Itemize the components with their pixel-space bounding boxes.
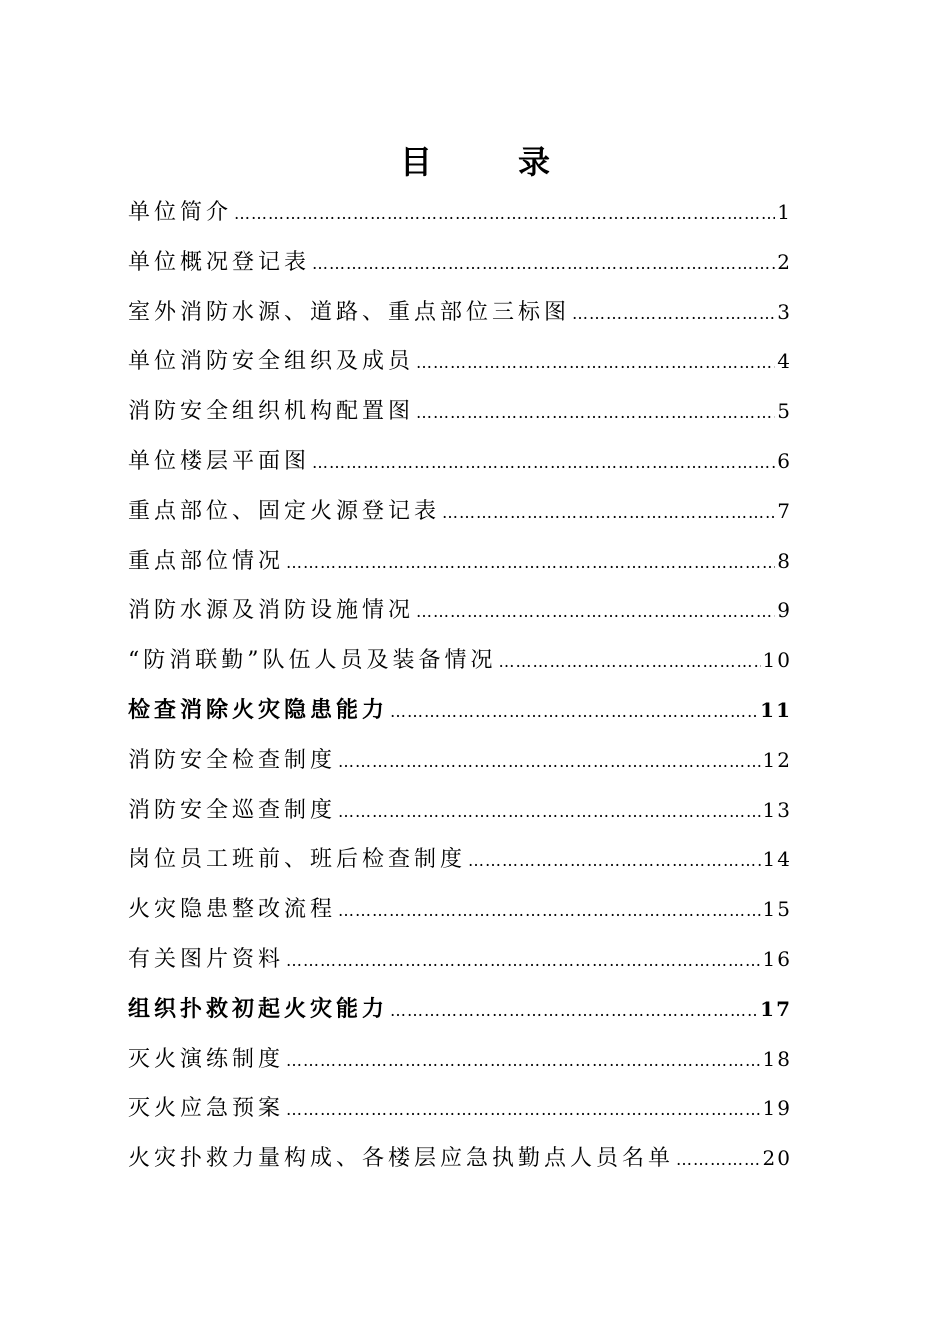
toc-entry[interactable] <box>128 586 792 636</box>
toc-entry[interactable] <box>128 238 792 288</box>
dot-leader <box>338 787 761 837</box>
toc-entry[interactable] <box>128 736 792 786</box>
toc-entry-page: 12 <box>762 747 792 772</box>
dot-leader <box>442 488 775 538</box>
toc-entry[interactable] <box>128 487 792 537</box>
toc-entry[interactable] <box>128 985 792 1035</box>
toc-entry-label: 室外消防水源、道路、重点部位三标图 <box>128 299 571 325</box>
dot-leader <box>416 388 775 438</box>
toc-entry-page: 2 <box>777 249 792 274</box>
toc-entry[interactable] <box>128 337 792 387</box>
toc-entry-label: 组织扑救初起火灾能力 <box>128 995 389 1022</box>
toc-entry-label: 消防安全巡查制度 <box>128 797 337 823</box>
dot-leader <box>286 1085 761 1135</box>
toc-entry-label: 单位楼层平面图 <box>128 448 311 474</box>
toc-entry-page: 16 <box>762 946 792 971</box>
toc-entry-page: 8 <box>777 548 792 573</box>
toc-entry-label: 消防安全检查制度 <box>128 747 337 773</box>
toc-entry-label: “防消联勤”队伍人员及装备情况 <box>128 648 497 674</box>
toc-entry-page: 15 <box>762 897 792 922</box>
toc-entry-label: 岗位员工班前、班后检查制度 <box>128 847 467 873</box>
toc-entry-label: 重点部位情况 <box>128 548 285 574</box>
dot-leader <box>572 289 775 339</box>
toc-entry[interactable] <box>128 1035 792 1085</box>
toc-entry[interactable] <box>128 835 792 885</box>
toc-entry-label: 火灾扑救力量构成、各楼层应急执勤点人员名单 <box>128 1146 675 1172</box>
toc-entry-label: 重点部位、固定火源登记表 <box>128 498 441 524</box>
toc-entry[interactable] <box>128 437 792 487</box>
toc-entry-label: 有关图片资料 <box>128 946 285 972</box>
toc-entry-label: 单位概况登记表 <box>128 249 311 275</box>
toc-entry[interactable] <box>128 537 792 587</box>
dot-leader <box>286 538 775 588</box>
toc-entry[interactable] <box>128 636 792 686</box>
toc-entry-page: 3 <box>777 299 792 324</box>
toc-entry-label: 灭火应急预案 <box>128 1096 285 1122</box>
dot-leader <box>416 338 775 388</box>
toc-entry-page: 20 <box>762 1146 792 1171</box>
toc-entry-page: 6 <box>777 448 792 473</box>
toc-entry-label: 检查消除火灾隐患能力 <box>128 696 389 723</box>
toc-title-char-1: 目 <box>399 143 432 181</box>
dot-leader <box>416 587 775 637</box>
toc-entry[interactable] <box>128 1084 792 1134</box>
dot-leader <box>390 986 758 1036</box>
toc-entry-label: 消防安全组织机构配置图 <box>128 399 415 425</box>
toc-entry-page: 7 <box>777 498 792 523</box>
toc-entry-page: 10 <box>762 648 792 673</box>
toc-entry[interactable] <box>128 686 792 736</box>
toc-entry-page: 4 <box>777 349 792 374</box>
toc-entry-label: 火灾隐患整改流程 <box>128 897 337 923</box>
toc-entry-page: 1 <box>777 200 792 224</box>
toc-entry[interactable] <box>128 885 792 935</box>
dot-leader <box>338 886 761 936</box>
toc-entry[interactable] <box>128 387 792 437</box>
dot-leader <box>312 239 775 289</box>
toc-entry-page: 17 <box>760 996 792 1021</box>
toc-title <box>0 138 950 186</box>
toc-entry-page: 5 <box>777 399 792 424</box>
toc-entry-label: 单位简介 <box>128 200 233 225</box>
toc-list <box>128 188 792 1184</box>
toc-entry-page: 11 <box>760 697 792 722</box>
dot-leader <box>234 189 775 239</box>
toc-entry[interactable] <box>128 1134 792 1184</box>
toc-entry-page: 19 <box>762 1096 792 1121</box>
toc-entry-label: 单位消防安全组织及成员 <box>128 349 415 375</box>
dot-leader <box>499 637 761 687</box>
dot-leader <box>390 687 758 737</box>
toc-entry-page: 9 <box>777 598 792 623</box>
toc-entry-label: 消防水源及消防设施情况 <box>128 598 415 624</box>
dot-leader <box>468 836 761 886</box>
dot-leader <box>312 438 775 488</box>
dot-leader <box>676 1135 761 1185</box>
toc-entry[interactable] <box>128 786 792 836</box>
toc-entry-label: 灭火演练制度 <box>128 1046 285 1072</box>
dot-leader <box>286 936 761 986</box>
toc-entry-page: 14 <box>762 847 792 872</box>
dot-leader <box>286 1036 761 1086</box>
toc-title-char-2: 录 <box>518 143 551 181</box>
toc-entry-page: 13 <box>762 797 792 822</box>
toc-entry-page: 18 <box>762 1046 792 1071</box>
toc-entry[interactable] <box>128 935 792 985</box>
toc-entry[interactable] <box>128 288 792 338</box>
dot-leader <box>338 737 761 787</box>
toc-entry[interactable] <box>128 188 792 238</box>
